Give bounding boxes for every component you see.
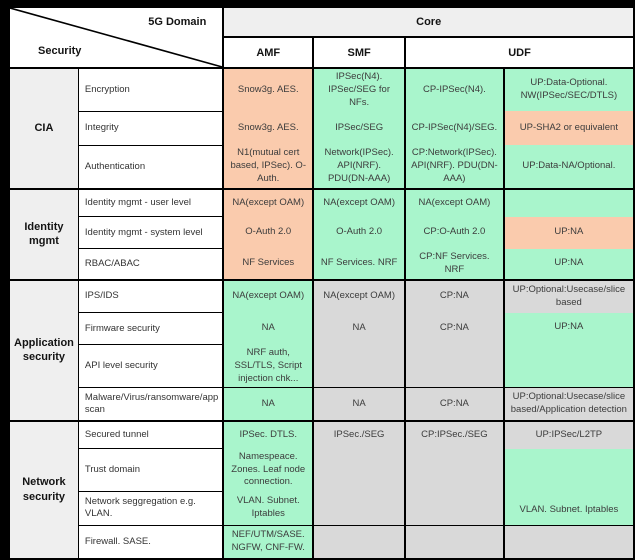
col-header-udf: UDF (405, 37, 634, 68)
criteria-label: Integrity (78, 111, 223, 145)
core-header: Core (223, 7, 634, 37)
criteria-label: Firmware security (78, 313, 223, 345)
cell-amf: Snow3g. AES. (223, 111, 313, 145)
cell-amf: NRF auth, SSL/TLS, Script injection chk... (223, 345, 313, 388)
cell-smf: NA(except OAM) (313, 280, 405, 313)
cell-udf-up (504, 525, 634, 559)
cell-udf-cp (405, 449, 504, 491)
criteria-label: Identity mgmt - system level (78, 217, 223, 249)
criteria-label: RBAC/ABAC (78, 249, 223, 280)
header-row-core (9, 7, 634, 37)
cell-udf-up: UP:Data-Optional. NW(IPSec/SEC/DTLS) (504, 68, 634, 111)
criteria-label: Secured tunnel (78, 421, 223, 449)
corner-label-security: Security (38, 45, 82, 57)
cell-smf: NF Services. NRF (313, 249, 405, 280)
cell-amf: VLAN. Subnet. Iptables (223, 491, 313, 525)
corner-header-cell (9, 7, 223, 68)
cell-smf (313, 449, 405, 491)
table-row (9, 421, 634, 449)
cell-amf: NA (223, 388, 313, 421)
criteria-label: API level security (78, 345, 223, 388)
criteria-label: Authentication (78, 145, 223, 188)
cell-smf (313, 491, 405, 525)
cell-udf-cp: CP:NF Services. NRF (405, 249, 504, 280)
category-label: CIA (9, 68, 78, 189)
table-row (9, 111, 634, 145)
cell-udf-up: UP:Optional:Usecase/slice based (504, 280, 634, 313)
cell-amf: NA(except OAM) (223, 189, 313, 217)
table-row (9, 313, 634, 345)
cell-udf-up: UP:IPSec/L2TP (504, 421, 634, 449)
cell-udf-up: UP:NA (504, 217, 634, 249)
criteria-label: Malware/Virus/ransomware/app scan (78, 388, 223, 421)
table-row (9, 449, 634, 491)
table-row (9, 525, 634, 559)
category-label: Network security (9, 421, 78, 559)
cell-amf: NF Services (223, 249, 313, 280)
cell-smf: NA (313, 388, 405, 421)
table-frame (8, 6, 635, 560)
table-row (9, 280, 634, 313)
table-row (9, 217, 634, 249)
criteria-label: Trust domain (78, 449, 223, 491)
cell-udf-up: UP:NA (504, 249, 634, 280)
cell-udf-cp: CP:Network(IPSec). API(NRF). PDU(DN-AAA) (405, 145, 504, 188)
col-header-smf: SMF (313, 37, 405, 68)
cell-udf-up: UP:Data-NA/Optional. (504, 145, 634, 188)
cell-smf: IPSec(N4). IPSec/SEG for NFs. (313, 68, 405, 111)
cell-amf: Namespeace. Zones. Leaf node connection. (223, 449, 313, 491)
cell-udf-cp: CP:IPSec./SEG (405, 421, 504, 449)
cell-udf-cp: CP:NA (405, 280, 504, 313)
criteria-label: Identity mgmt - user level (78, 189, 223, 217)
cell-smf (313, 345, 405, 388)
cell-udf-cp: CP:NA (405, 313, 504, 345)
cell-udf-up (504, 189, 634, 217)
cell-udf-up: VLAN. Subnet. Iptables (504, 449, 634, 525)
cell-udf-cp (405, 491, 504, 525)
table-row (9, 249, 634, 280)
table-row (9, 68, 634, 111)
cell-udf-cp: NA(except OAM) (405, 189, 504, 217)
cell-udf-cp: CP:O-Auth 2.0 (405, 217, 504, 249)
cell-udf-up: UP:Optional:Usecase/slice based/Application detection (504, 388, 634, 421)
cell-smf: IPSec./SEG (313, 421, 405, 449)
cell-udf-up: UP:NA (504, 313, 634, 388)
table-row (9, 145, 634, 188)
cell-amf: NA(except OAM) (223, 280, 313, 313)
cell-amf: N1(mutual cert based, IPSec). O-Auth. (223, 145, 313, 188)
cell-amf: NEF/UTM/SASE. NGFW, CNF-FW. (223, 525, 313, 559)
criteria-label: Firewall. SASE. (78, 525, 223, 559)
cell-smf (313, 525, 405, 559)
security-matrix-table (8, 6, 635, 560)
cell-amf: Snow3g. AES. (223, 68, 313, 111)
cell-smf: NA(except OAM) (313, 189, 405, 217)
cell-amf: NA (223, 313, 313, 345)
category-label: Identity mgmt (9, 189, 78, 280)
col-header-amf: AMF (223, 37, 313, 68)
corner-label-domain: 5G Domain (148, 16, 207, 28)
criteria-label: Network seggregation e.g. VLAN. (78, 491, 223, 525)
criteria-label: Encryption (78, 68, 223, 111)
criteria-label: IPS/IDS (78, 280, 223, 313)
cell-amf: IPSec. DTLS. (223, 421, 313, 449)
table-row (9, 388, 634, 421)
cell-smf: NA (313, 313, 405, 345)
cell-amf: O-Auth 2.0 (223, 217, 313, 249)
table-row (9, 189, 634, 217)
cell-udf-cp: CP:NA (405, 388, 504, 421)
category-label: Application security (9, 280, 78, 421)
cell-udf-cp: CP-IPSec(N4)/SEG. (405, 111, 504, 145)
cell-udf-up: UP-SHA2 or equivalent (504, 111, 634, 145)
cell-smf: Network(IPSec). API(NRF). PDU(DN-AAA) (313, 145, 405, 188)
cell-udf-cp (405, 345, 504, 388)
cell-udf-cp (405, 525, 504, 559)
cell-udf-cp: CP-IPSec(N4). (405, 68, 504, 111)
cell-smf: O-Auth 2.0 (313, 217, 405, 249)
cell-smf: IPSec/SEG (313, 111, 405, 145)
